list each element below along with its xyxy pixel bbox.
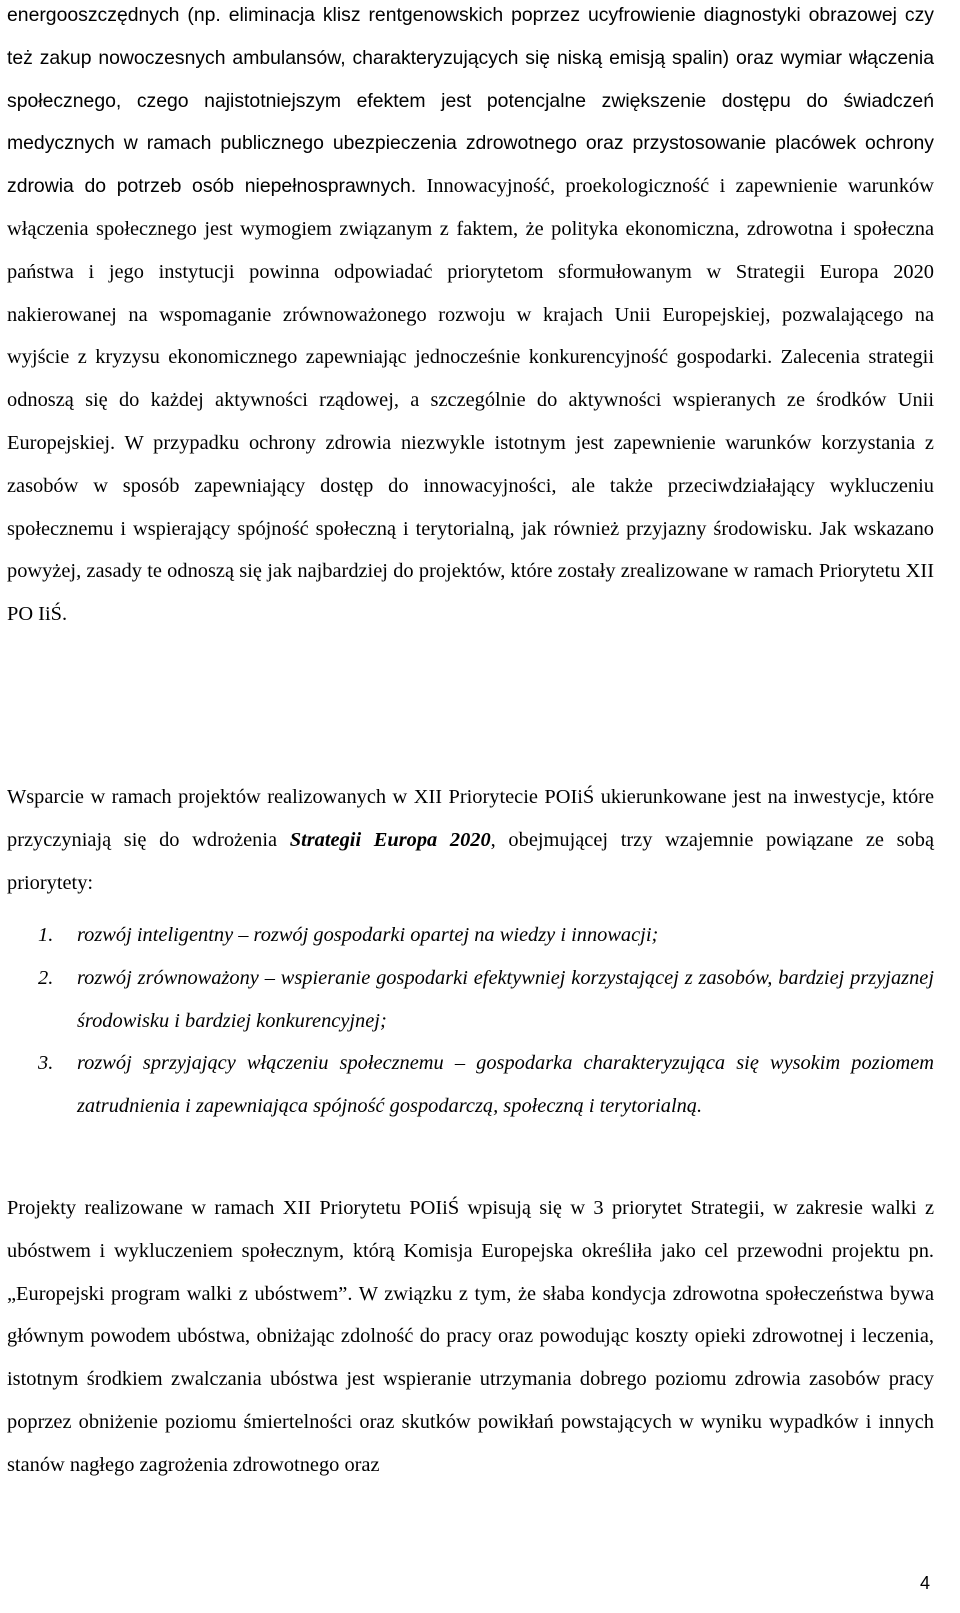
priorities-list: [7, 914, 934, 1128]
list-item: [7, 1042, 934, 1128]
list-item-text: rozwój sprzyjający włączeniu społecznemu – gospodarka charakteryzująca się wysokim poziomem zatrudnienia i zapewniająca spójność gospodarczą, społeczną i terytorialną.: [77, 1052, 934, 1118]
paragraph-1-sans-text: energooszczędnych (np. eliminacja klisz rentgenowskich poprzez ucyfrowienie diagnostyki obrazowej czy też zakup nowoczesnych ambulansów, charakteryzujących się niską emisją spalin) oraz wymiar włączenia społecznego, czego najistotniejszym efektem jest potencjalne zwiększenie dostępu do świadczeń medycznych w ramach publicznego ubezpieczenia zdrowotnego oraz przystosowanie placówek ochrony zdrowia do potrzeb osób niepełnosprawnych.: [7, 4, 934, 198]
paragraph-2-intro: Wsparcie w ramach projektów realizowanych w XII Priorytecie POIiŚ ukierunkowane jest na inwestycje, które przyczyniają się do wdrożenia: [7, 786, 934, 851]
list-item-number: 3.: [38, 1052, 54, 1075]
paragraph-1-serif-text: Innowacyjność, proekologiczność i zapewnienie warunków włączenia społecznego jest wymogiem związanym z faktem, że polityka ekonomiczna, zdrowotna i społeczna państwa i jego instytucji powinna odpowiadać priorytetom sformułowanym w Strategii Europa 2020 nakierowanej na wspomaganie zrównoważonego rozwoju w krajach Unii Europejskiej, pozwalającego na wyjście z kryzysu ekonomicznego zapewniając jednocześnie konkurencyjność gospodarki. Zalecenia strategii odnoszą się do każdej aktywności rządowej, a szczególnie do aktywności wspieranych ze środków Unii Europejskiej. W przypadku ochrony zdrowia niezwykle istotnym jest zapewnienie warunków korzystania z zasobów w sposób zapewniający dostęp do innowacyjności, ale także przeciwdziałający wykluczeniu społecznemu i wspierający spójność społeczną i terytorialną, jak również przyjazny środowisku. Jak wskazano powyżej, zasady te odnoszą się jak najbardziej do projektów, które zostały zrealizowane w ramach Priorytetu XII PO IiŚ.: [7, 175, 934, 626]
list-item-number: 2.: [38, 966, 54, 989]
paragraph-2: [7, 776, 934, 904]
strategy-emphasis: Strategii Europa 2020: [289, 828, 491, 851]
paragraph-2-outro: , obejmującej trzy wzajemnie powiązane ze sobą priorytety:: [7, 828, 934, 894]
page-number: 4: [919, 1573, 930, 1593]
list-item-text: rozwój zrównoważony – wspieranie gospodarki efektywniej korzystającej z zasobów, bardziej przyjaznej środowisku i bardziej konkurencyjnej;: [77, 966, 934, 1032]
paragraph-3: Projekty realizowane w ramach XII Priorytetu POIiŚ wpisują się w 3 priorytet Strategii, w zakresie walki z ubóstwem i wykluczeniem społecznym, którą Komisja Europejska określiła jako cel przewodni projektu pn. „Europejski program walki z ubóstwem”. W związku z tym, że słaba kondycja zdrowotna społeczeństwa bywa głównym powodem ubóstwa, obniżając zdolność do pracy oraz powodując koszty opieki zdrowotnej i leczenia, istotnym środkiem zwalczania ubóstwa jest wspieranie utrzymania dobrego poziomu zdrowia zasobów pracy poprzez obniżenie poziomu śmiertelności oraz skutków powikłań powstających w wyniku wypadków i innych stanów nagłego zagrożenia zdrowotnego oraz: [7, 1197, 934, 1476]
list-item: [7, 914, 934, 957]
list-item-number: 1.: [38, 924, 54, 946]
list-item-text: rozwój inteligentny – rozwój gospodarki opartej na wiedzy i innowacji;: [77, 924, 659, 946]
paragraph-1: [7, 0, 934, 636]
list-item: [7, 957, 934, 1043]
